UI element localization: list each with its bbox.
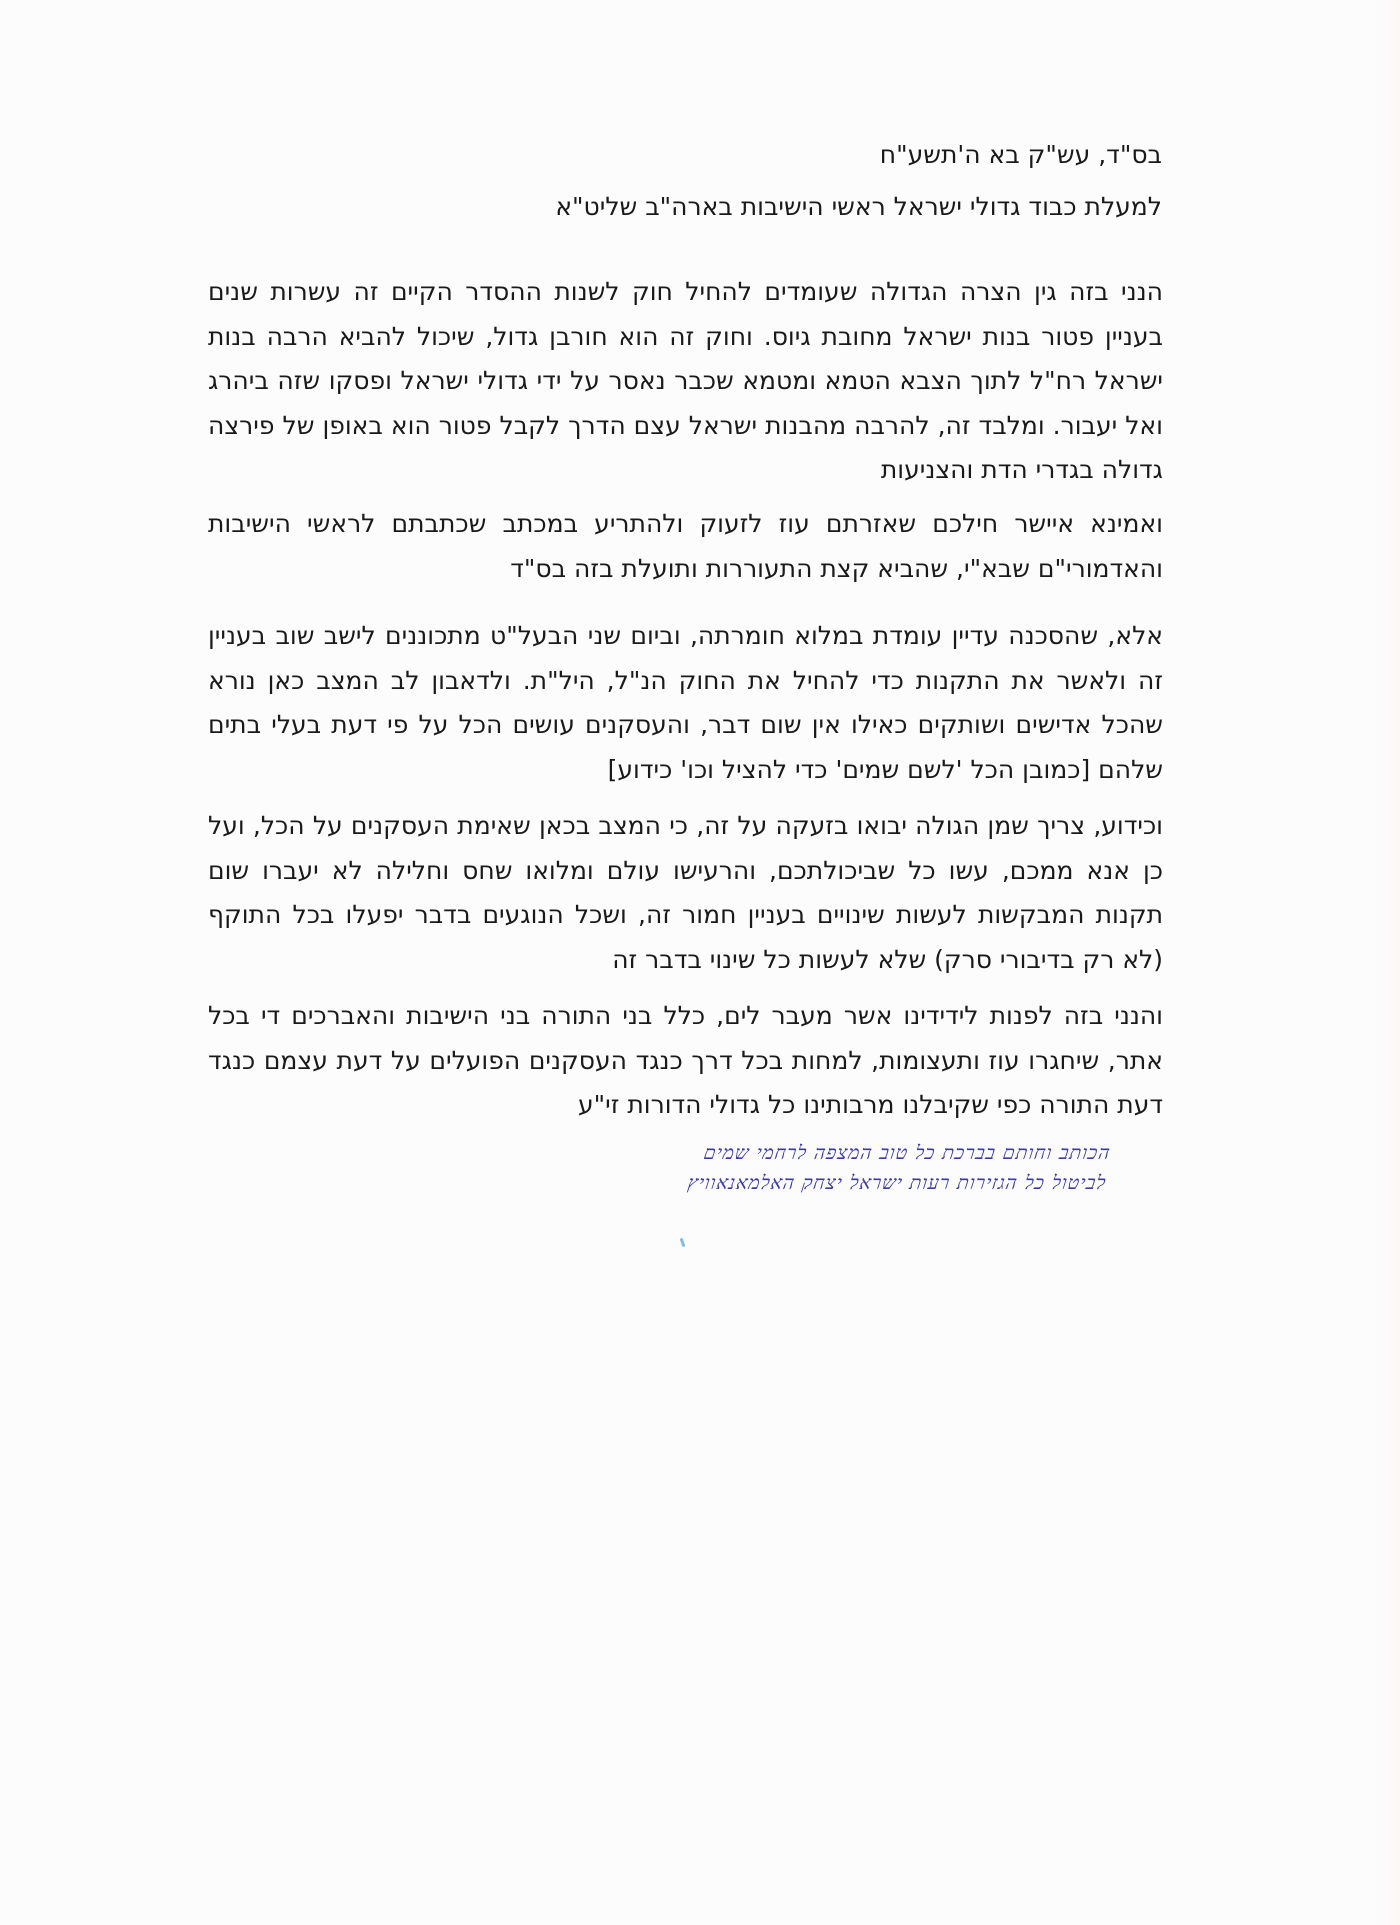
- signature-line-1: הכותב וחותם בברכת כל טוב המצפה לרחמי שמים: [701, 1142, 1112, 1164]
- paragraph-4: וכידוע, צריך שמן הגולה יבואו בזעקה על זה, כי המצב בכאן שאימת העסקנים על הכל, ועל כן אנא ממכם, עשו כל שביכולתכם, והרעישו עולם ומלואו שחס וחלילה לא יעברו שום תקנות המבקשות לעשות שינויים בעניין חמור זה, ושכל הנוגעים בדבר יפעלו בכל התוקף (לא רק בדיבורי סרק) שלא לעשות כל שינוי בדבר זה: [208, 811, 1163, 974]
- ink-mark: [680, 1238, 686, 1247]
- signature-line-2: לביטול כל הגזירות רעות ישראל יצחק האלמאנאוויץ: [686, 1172, 1108, 1194]
- date-line: בס"ד, עש"ק בא ה'תשע"ח: [879, 140, 1162, 169]
- paragraph-3: אלא, שהסכנה עדיין עומדת במלוא חומרתה, וביום שני הבעל"ט מתכוננים לישב שוב בעניין זה ולאשר את התקנות כדי להחיל את החוק הנ"ל, היל"ת. ולדאבון לב המצב כאן נורא שהכל אדישים ושותקים כאילו אין שום דבר, והעסקנים עושים הכל על פי דעת בעלי בתים שלהם [כמובן הכל 'לשם שמים' כדי להציל וכו' כידוע]: [208, 621, 1163, 784]
- paragraph-2: ואמינא איישר חילכם שאזרתם עוז לזעוק ולהתריע במכתב שכתבתם לראשי הישיבות והאדמורי"ם שבא"י, שהביא קצת התעוררות ותועלת בזה בס"ד: [208, 509, 1163, 583]
- paragraph-1: הנני בזה גין הצרה הגדולה שעומדים להחיל חוק לשנות ההסדר הקיים זה עשרות שנים בעניין פטור בנות ישראל מחובת גיוס. וחוק זה הוא חורבן גדול, שיכול להביא הרבה בנות ישראל רח"ל לתוך הצבא הטמא ומטמא שכבר נאסר על ידי גדולי ישראל ופסקו שזה ביהרג ואל יעבור. ומלבד זה, להרבה מהבנות ישראל עצם הדרך לקבל פטור הוא באופן של פירצה גדולה בגדרי הדת והצניעות: [208, 277, 1163, 484]
- addressee-line: למעלת כבוד גדולי ישראל ראשי הישיבות בארה"ב שליט"א: [555, 192, 1162, 221]
- handwritten-signature: [685, 1138, 1112, 1198]
- paragraph-5: והנני בזה לפנות לידידינו אשר מעבר לים, כלל בני התורה בני הישיבות והאברכים די בכל אתר, שיחגרו עוז ותעצומות, למחות בכל דרך כנגד העסקנים הפועלים על דעת עצמם כנגד דעת התורה כפי שקיבלנו מרבותינו כל גדולי הדורות זי"ע: [208, 1001, 1163, 1119]
- page-edge: [1372, 0, 1400, 1925]
